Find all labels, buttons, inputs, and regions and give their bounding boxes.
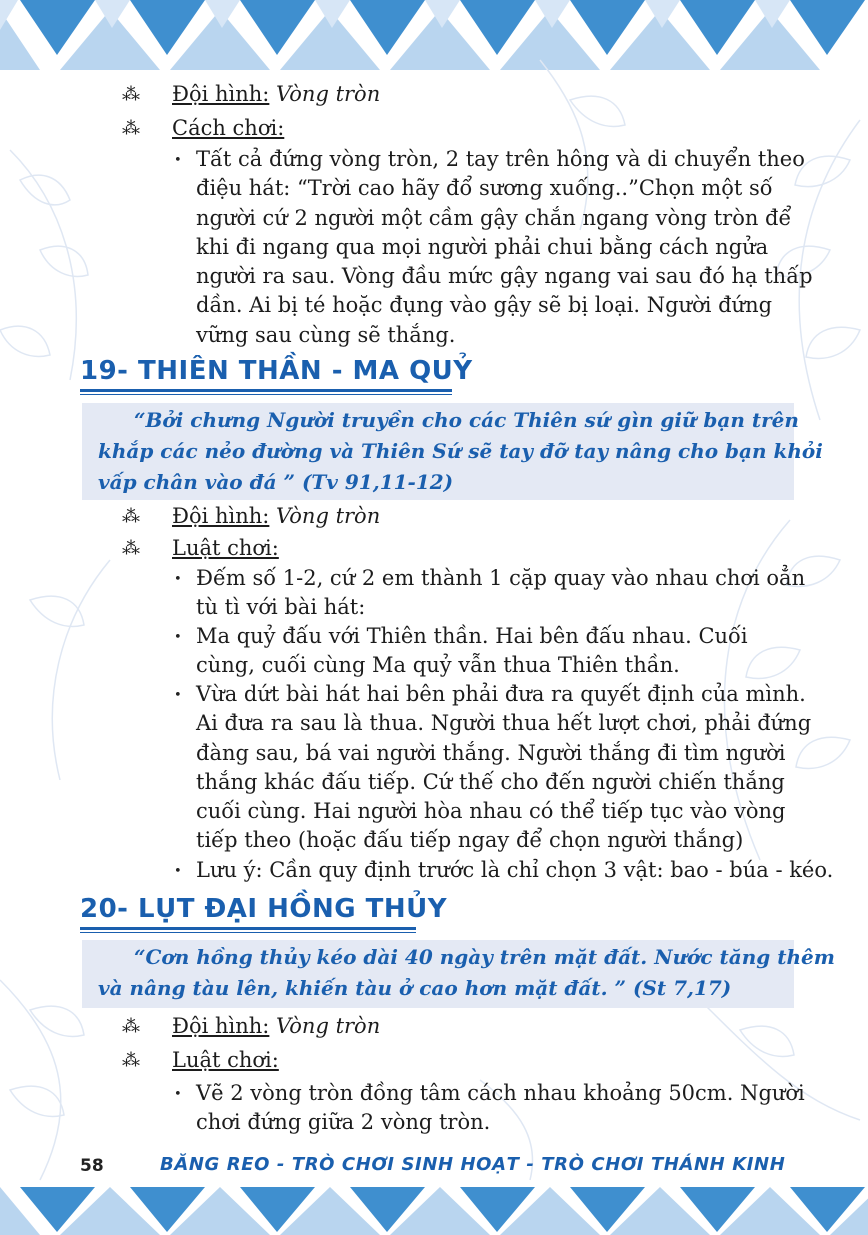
text-line: điệu hát: “Trời cao hãy đổ sương xuống..”Chọn một số bbox=[196, 176, 773, 201]
text-line: cùng, cuối cùng Ma quỷ vẫn thua Thiên thần. bbox=[196, 653, 680, 678]
text-line: tù tì với bài hát: bbox=[196, 595, 366, 620]
clover-bullet-icon: ⁂ bbox=[122, 506, 140, 527]
page-number: 58 bbox=[80, 1156, 104, 1176]
dot-bullet-icon: • bbox=[174, 572, 182, 587]
s19-bullet-1 bbox=[196, 564, 805, 623]
text-line: đàng sau, bá vai người thắng. Người thắng đi tìm người bbox=[196, 740, 786, 765]
text-line: dần. Ai bị té hoặc đụng vào gậy sẽ bị loại. Người đứng bbox=[196, 293, 773, 318]
bottom-triangle-border bbox=[0, 1182, 868, 1235]
s19-bullet-3 bbox=[196, 680, 811, 856]
clover-bullet-icon: ⁂ bbox=[122, 118, 140, 139]
formation-value: Vòng tròn bbox=[276, 82, 381, 106]
text-line: người cứ 2 người một cầm gậy chắn ngang vòng tròn để bbox=[196, 205, 792, 230]
top-bullet-paragraph bbox=[196, 145, 813, 350]
text-line: Đếm số 1-2, cứ 2 em thành 1 cặp quay vào nhau chơi oẳn bbox=[196, 566, 806, 590]
dot-bullet-icon: • bbox=[174, 630, 182, 645]
clover-bullet-icon: ⁂ bbox=[122, 538, 140, 559]
text-line: Ma quỷ đấu với Thiên thần. Hai bên đấu nhau. Cuối bbox=[196, 624, 748, 648]
heading-underline bbox=[80, 389, 452, 392]
formation-line bbox=[172, 502, 380, 531]
formation-label: Đội hình: bbox=[172, 1014, 270, 1038]
heading-underline bbox=[80, 927, 416, 930]
text-line: Lưu ý: Cần quy định trước là chỉ chọn 3 vật: bao - búa - kéo. bbox=[196, 858, 834, 882]
heading-underline-thin bbox=[80, 932, 416, 933]
text-line: vững sau cùng sẽ thắng. bbox=[196, 322, 456, 347]
text-line: thắng khác đấu tiếp. Cứ thế cho đến người chiến thắng bbox=[196, 769, 785, 794]
section-19-quote bbox=[98, 405, 823, 498]
formation-label: Đội hình: bbox=[172, 82, 270, 106]
text-line: chơi đứng giữa 2 vòng tròn. bbox=[196, 1110, 491, 1135]
s19-bullet-4 bbox=[196, 856, 833, 885]
text-line: Vừa dứt bài hát hai bên phải đưa ra quyết định của mình. bbox=[196, 682, 806, 706]
clover-bullet-icon: ⁂ bbox=[122, 1050, 140, 1071]
text-line: cuối cùng. Hai người hòa nhau có thể tiếp tục vào vòng bbox=[196, 799, 786, 824]
clover-bullet-icon: ⁂ bbox=[122, 84, 140, 105]
text-line: người ra sau. Vòng đầu mức gậy ngang vai sau đó hạ thấp bbox=[196, 264, 813, 289]
quote-line: khắp các nẻo đường và Thiên Sứ sẽ tay đỡ tay nâng cho bạn khỏi bbox=[98, 439, 823, 463]
quote-line: “Cơn hồng thủy kéo dài 40 ngày trên mặt đất. Nước tăng thêm bbox=[134, 945, 835, 969]
s20-bullet-1 bbox=[196, 1079, 805, 1138]
text-line: Tất cả đứng vòng tròn, 2 tay trên hông và di chuyển theo bbox=[196, 147, 805, 171]
rules-line bbox=[172, 1046, 279, 1075]
quote-line: “Bởi chưng Người truyền cho các Thiên sứ gìn giữ bạn trên bbox=[134, 408, 799, 432]
formation-line bbox=[172, 80, 380, 109]
s19-bullet-2 bbox=[196, 622, 748, 681]
clover-bullet-icon: ⁂ bbox=[122, 1016, 140, 1037]
formation-label: Đội hình: bbox=[172, 504, 270, 528]
formation-value: Vòng tròn bbox=[276, 1014, 381, 1038]
text-line: Vẽ 2 vòng tròn đồng tâm cách nhau khoảng 50cm. Người bbox=[196, 1081, 805, 1105]
text-line: Ai đưa ra sau là thua. Người thua hết lượt chơi, phải đứng bbox=[196, 711, 812, 736]
dot-bullet-icon: • bbox=[174, 153, 182, 168]
dot-bullet-icon: • bbox=[174, 688, 182, 703]
rules-line bbox=[172, 534, 279, 563]
footer-book-title: BĂNG REO - TRÒ CHƠI SINH HOẠT - TRÒ CHƠI THÁNH KINH bbox=[160, 1154, 786, 1175]
heading-underline-thin bbox=[80, 394, 452, 395]
howto-label: Cách chơi: bbox=[172, 116, 285, 140]
formation-line bbox=[172, 1012, 380, 1041]
section-19-heading: 19- THIÊN THẦN - MA QUỶ bbox=[80, 356, 473, 386]
quote-line: và nâng tàu lên, khiến tàu ở cao hơn mặt đất. ” (St 7,17) bbox=[98, 976, 732, 1000]
dot-bullet-icon: • bbox=[174, 864, 182, 879]
text-line: tiếp theo (hoặc đấu tiếp ngay để chọn người thắng) bbox=[196, 828, 744, 853]
howto-line bbox=[172, 114, 284, 143]
section-20-quote bbox=[98, 942, 835, 1004]
text-line: khi đi ngang qua mọi người phải chui bằng cách ngửa bbox=[196, 234, 769, 259]
rules-label: Luật chơi: bbox=[172, 536, 279, 560]
quote-line: vấp chân vào đá ” (Tv 91,11-12) bbox=[98, 470, 454, 494]
rules-label: Luật chơi: bbox=[172, 1048, 279, 1072]
formation-value: Vòng tròn bbox=[276, 504, 381, 528]
dot-bullet-icon: • bbox=[174, 1087, 182, 1102]
section-20-heading: 20- LỤT ĐẠI HỒNG THỦY bbox=[80, 894, 448, 924]
